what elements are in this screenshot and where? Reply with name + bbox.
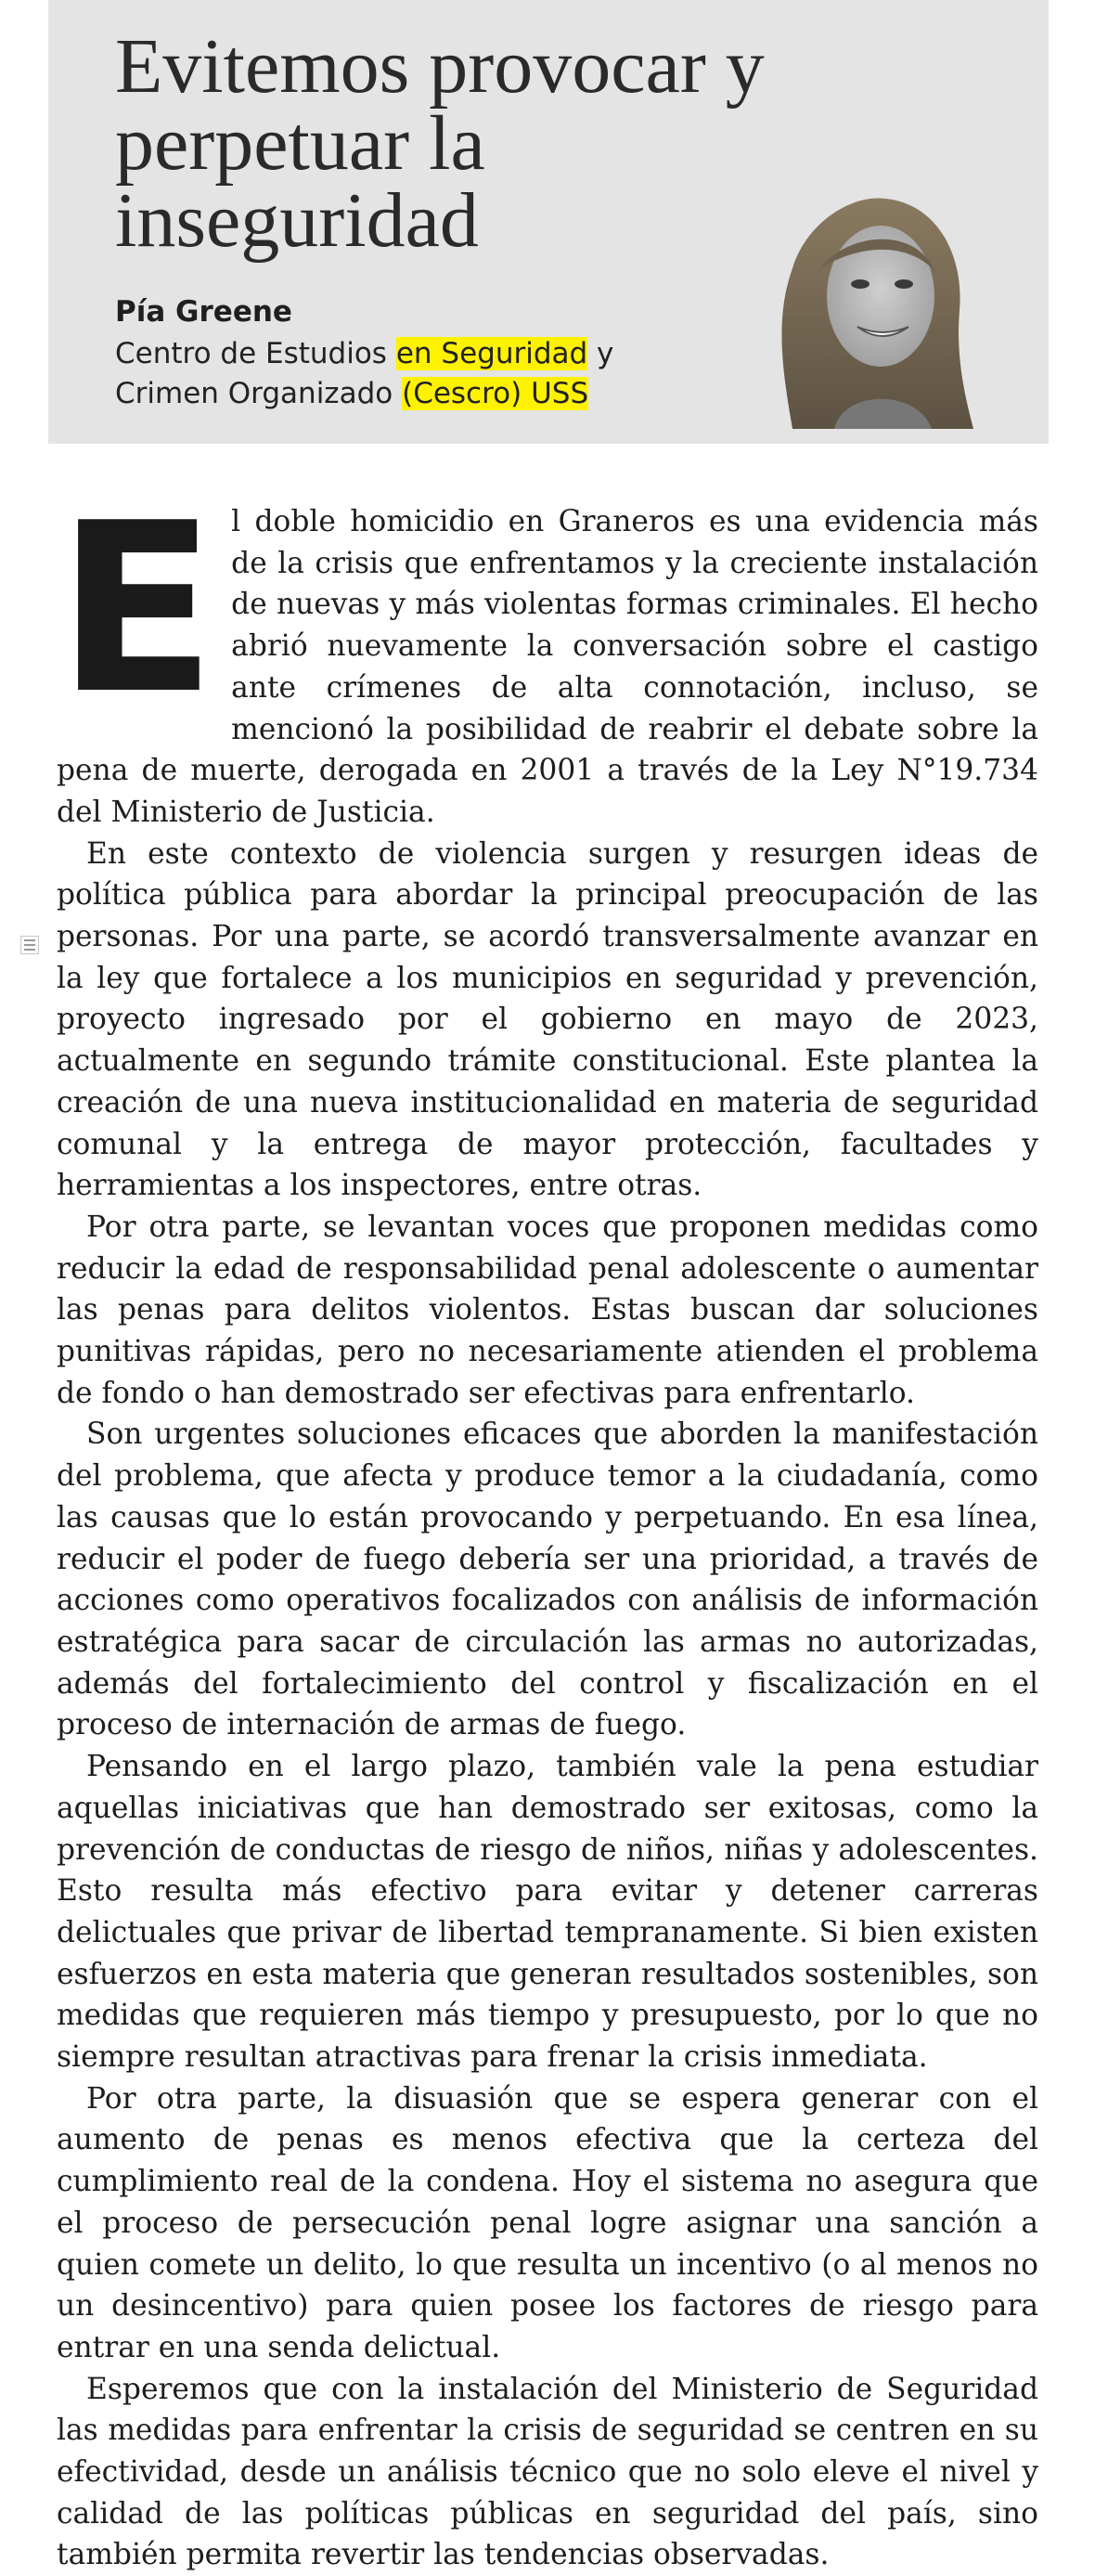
author-affiliation — [115, 334, 690, 414]
paragraph: Esperemos que con la instalación del Ministerio de Seguridad las medidas para enfrentar la crisis de seguridad se centren en su efectividad, desde un análisis técnico que no solo eleve el nivel y calidad de las políticas públicas en seguridad del país, sino también permita revertir las tendencias observadas. — [57, 2372, 1038, 2572]
highlighted-text: en Seguridad — [395, 337, 588, 370]
author-portrait-icon — [765, 180, 978, 429]
article-body — [57, 473, 1038, 2576]
paragraph: Por otra parte, se levantan voces que proponen medidas como reducir la edad de responsabilidad penal adolescente o aumentar las penas para delitos violentos. Estas buscan dar soluciones punitivas rápidas, pero no necesariamente atienden el problema de fondo o han demostrado ser efectivas para enfrentarlo. — [57, 1210, 1038, 1410]
headline: Evitemos provocar y perpetuar la inseguridad — [115, 23, 765, 264]
author-name: Pía Greene — [115, 295, 292, 329]
paragraph: Por otra parte, la disuasión que se espera generar con el aumento de penas es menos efectiva que la certeza del cumplimiento real de la condena. Hoy el sistema no asegura que el proceso de persecución penal logre asignar una sanción a quien comete un delito, lo que resulta un incentivo (o al menos no un desincentivo) para quien posee los factores de riesgo para entrar en una senda delictual. — [57, 2081, 1038, 2364]
paragraph-text: l doble homicidio en Graneros es una evidencia más de la crisis que enfrentamos y la creciente instalación de nuevas y más violentas formas criminales. El hecho abrió nuevamente la conversación sobre el castigo ante crímenes de alta connotación, incluso, se mencionó la posibilidad de reabrir el debate sobre la pena de muerte, derogada en 2001 a través de la Ley N°19.734 del Ministerio de Justicia. — [57, 505, 1038, 829]
paragraph: En este contexto de violencia surgen y resurgen ideas de política pública para abordar la principal preocupación de las personas. Por una parte, se acordó transversalmente avanzar en la ley que fortalece a los municipios en seguridad y prevención, proyecto ingresado por el gobierno en mayo de 2023, actualmente en segundo trámite constitucional. Este plantea la creación de una nueva institucionalidad en materia de seguridad comunal y la entrega de mayor protección, facultades y herramientas a los inspectores, entre otras. — [57, 836, 1038, 1203]
paragraph: Pensando en el largo plazo, también vale la pena estudiar aquellas iniciativas que han demostrado ser exitosas, como la prevención de conductas de riesgo de niños, niñas y adolescentes. Esto resulta más efectivo para evitar y detener carreras delictuales que privar de libertad tempranamente. Si bien existen esfuerzos en esta materia que generan resultados sostenibles, son medidas que requieren más tiempo y presupuesto, por lo que no siempre resultan atractivas para frenar la crisis inmediata. — [57, 1750, 1038, 2075]
drop-cap: E — [57, 473, 217, 745]
affiliation-text: y Crimen Organizado — [115, 337, 614, 410]
paragraph: Son urgentes soluciones eficaces que aborden la manifestación del problema, que afecta y produce temor a la ciudadanía, como las causas que lo están provocando y perpetuando. En esa línea, reducir el poder de fuego debería ser una prioridad, a través de acciones como operativos focalizados con análisis de información estratégica para sacar de circulación las armas no autorizadas, además del fortalecimiento del control y fiscalización en el proceso de internación de armas de fuego. — [57, 1417, 1038, 1742]
highlighted-text: (Cescro) USS — [402, 377, 589, 410]
note-icon[interactable] — [20, 936, 39, 954]
affiliation-text: Centro de Estudios — [115, 337, 396, 370]
paragraph — [57, 473, 1038, 834]
